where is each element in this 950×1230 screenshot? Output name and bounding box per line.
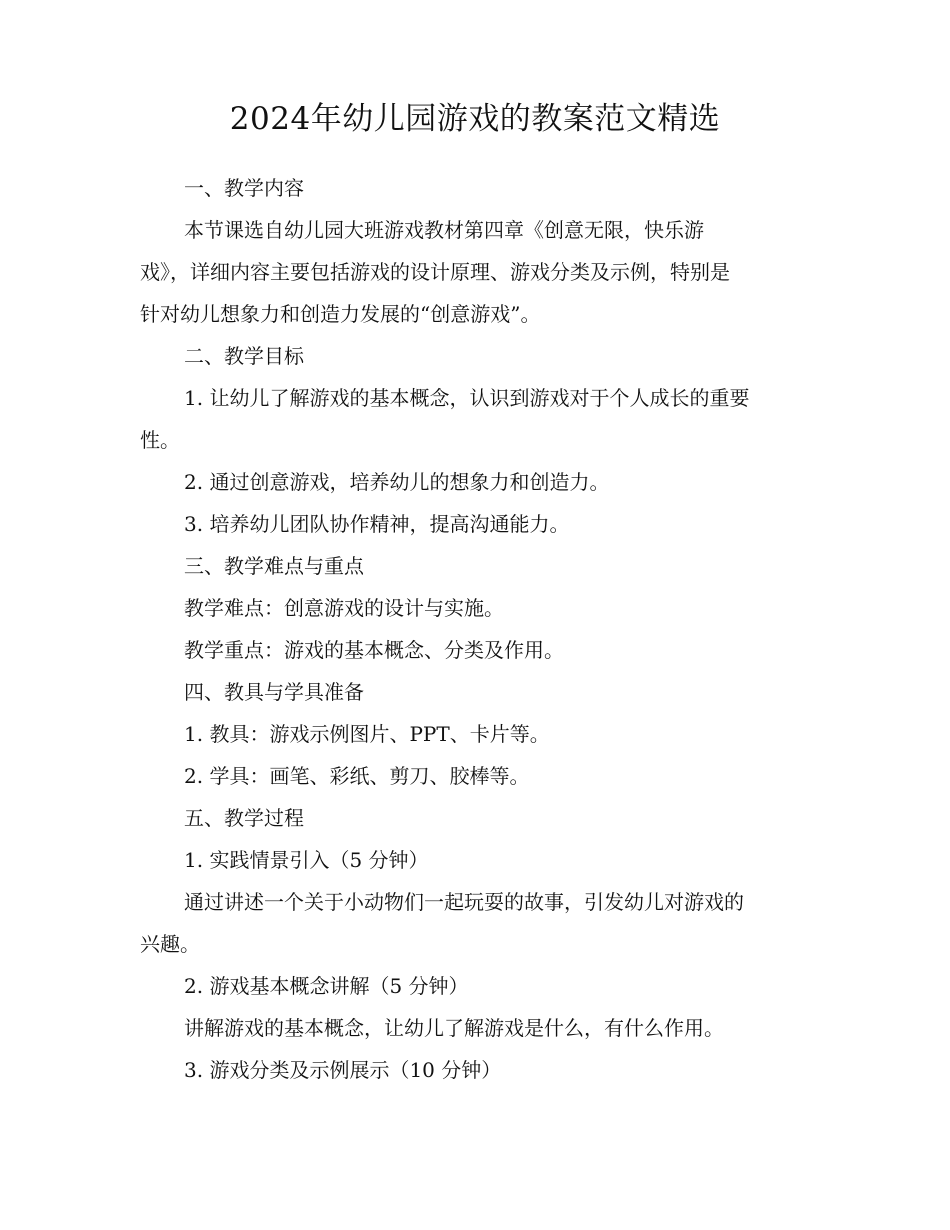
section-heading-difficulties: 三、教学难点与重点 — [184, 554, 364, 578]
paragraph-line: 戏》，详细内容主要包括游戏的设计原理、游戏分类及示例，特别是 — [140, 260, 730, 284]
document-title: 2024年幼儿园游戏的教案范文精选 — [229, 101, 721, 137]
paragraph-line: 教学难点：创意游戏的设计与实施。 — [184, 596, 504, 620]
paragraph-line: 本节课选自幼儿园大班游戏教材第四章《创意无限，快乐游 — [184, 218, 704, 242]
list-item: 1. 实践情景引入（5 分钟） — [184, 848, 429, 872]
paragraph-line: 性。 — [140, 428, 180, 452]
list-item: 1. 让幼儿了解游戏的基本概念，认识到游戏对于个人成长的重要 — [184, 386, 750, 410]
list-item: 2. 通过创意游戏，培养幼儿的想象力和创造力。 — [184, 470, 610, 494]
section-heading-materials: 四、教具与学具准备 — [184, 680, 364, 704]
paragraph-line: 讲解游戏的基本概念，让幼儿了解游戏是什么，有什么作用。 — [184, 1016, 724, 1040]
section-heading-process: 五、教学过程 — [184, 806, 304, 830]
list-item: 3. 培养幼儿团队协作精神，提高沟通能力。 — [184, 512, 570, 536]
list-item: 1. 教具：游戏示例图片、PPT、卡片等。 — [184, 722, 550, 746]
list-item: 3. 游戏分类及示例展示（10 分钟） — [184, 1058, 502, 1082]
list-item: 2. 游戏基本概念讲解（5 分钟） — [184, 974, 469, 998]
paragraph-line: 教学重点：游戏的基本概念、分类及作用。 — [184, 638, 564, 662]
section-heading-content: 一、教学内容 — [184, 176, 304, 200]
section-heading-objectives: 二、教学目标 — [184, 344, 304, 368]
list-item: 2. 学具：画笔、彩纸、剪刀、胶棒等。 — [184, 764, 530, 788]
paragraph-line: 通过讲述一个关于小动物们一起玩耍的故事，引发幼儿对游戏的 — [184, 890, 744, 914]
paragraph-line: 针对幼儿想象力和创造力发展的“创意游戏”。 — [140, 302, 541, 326]
paragraph-line: 兴趣。 — [140, 932, 200, 956]
